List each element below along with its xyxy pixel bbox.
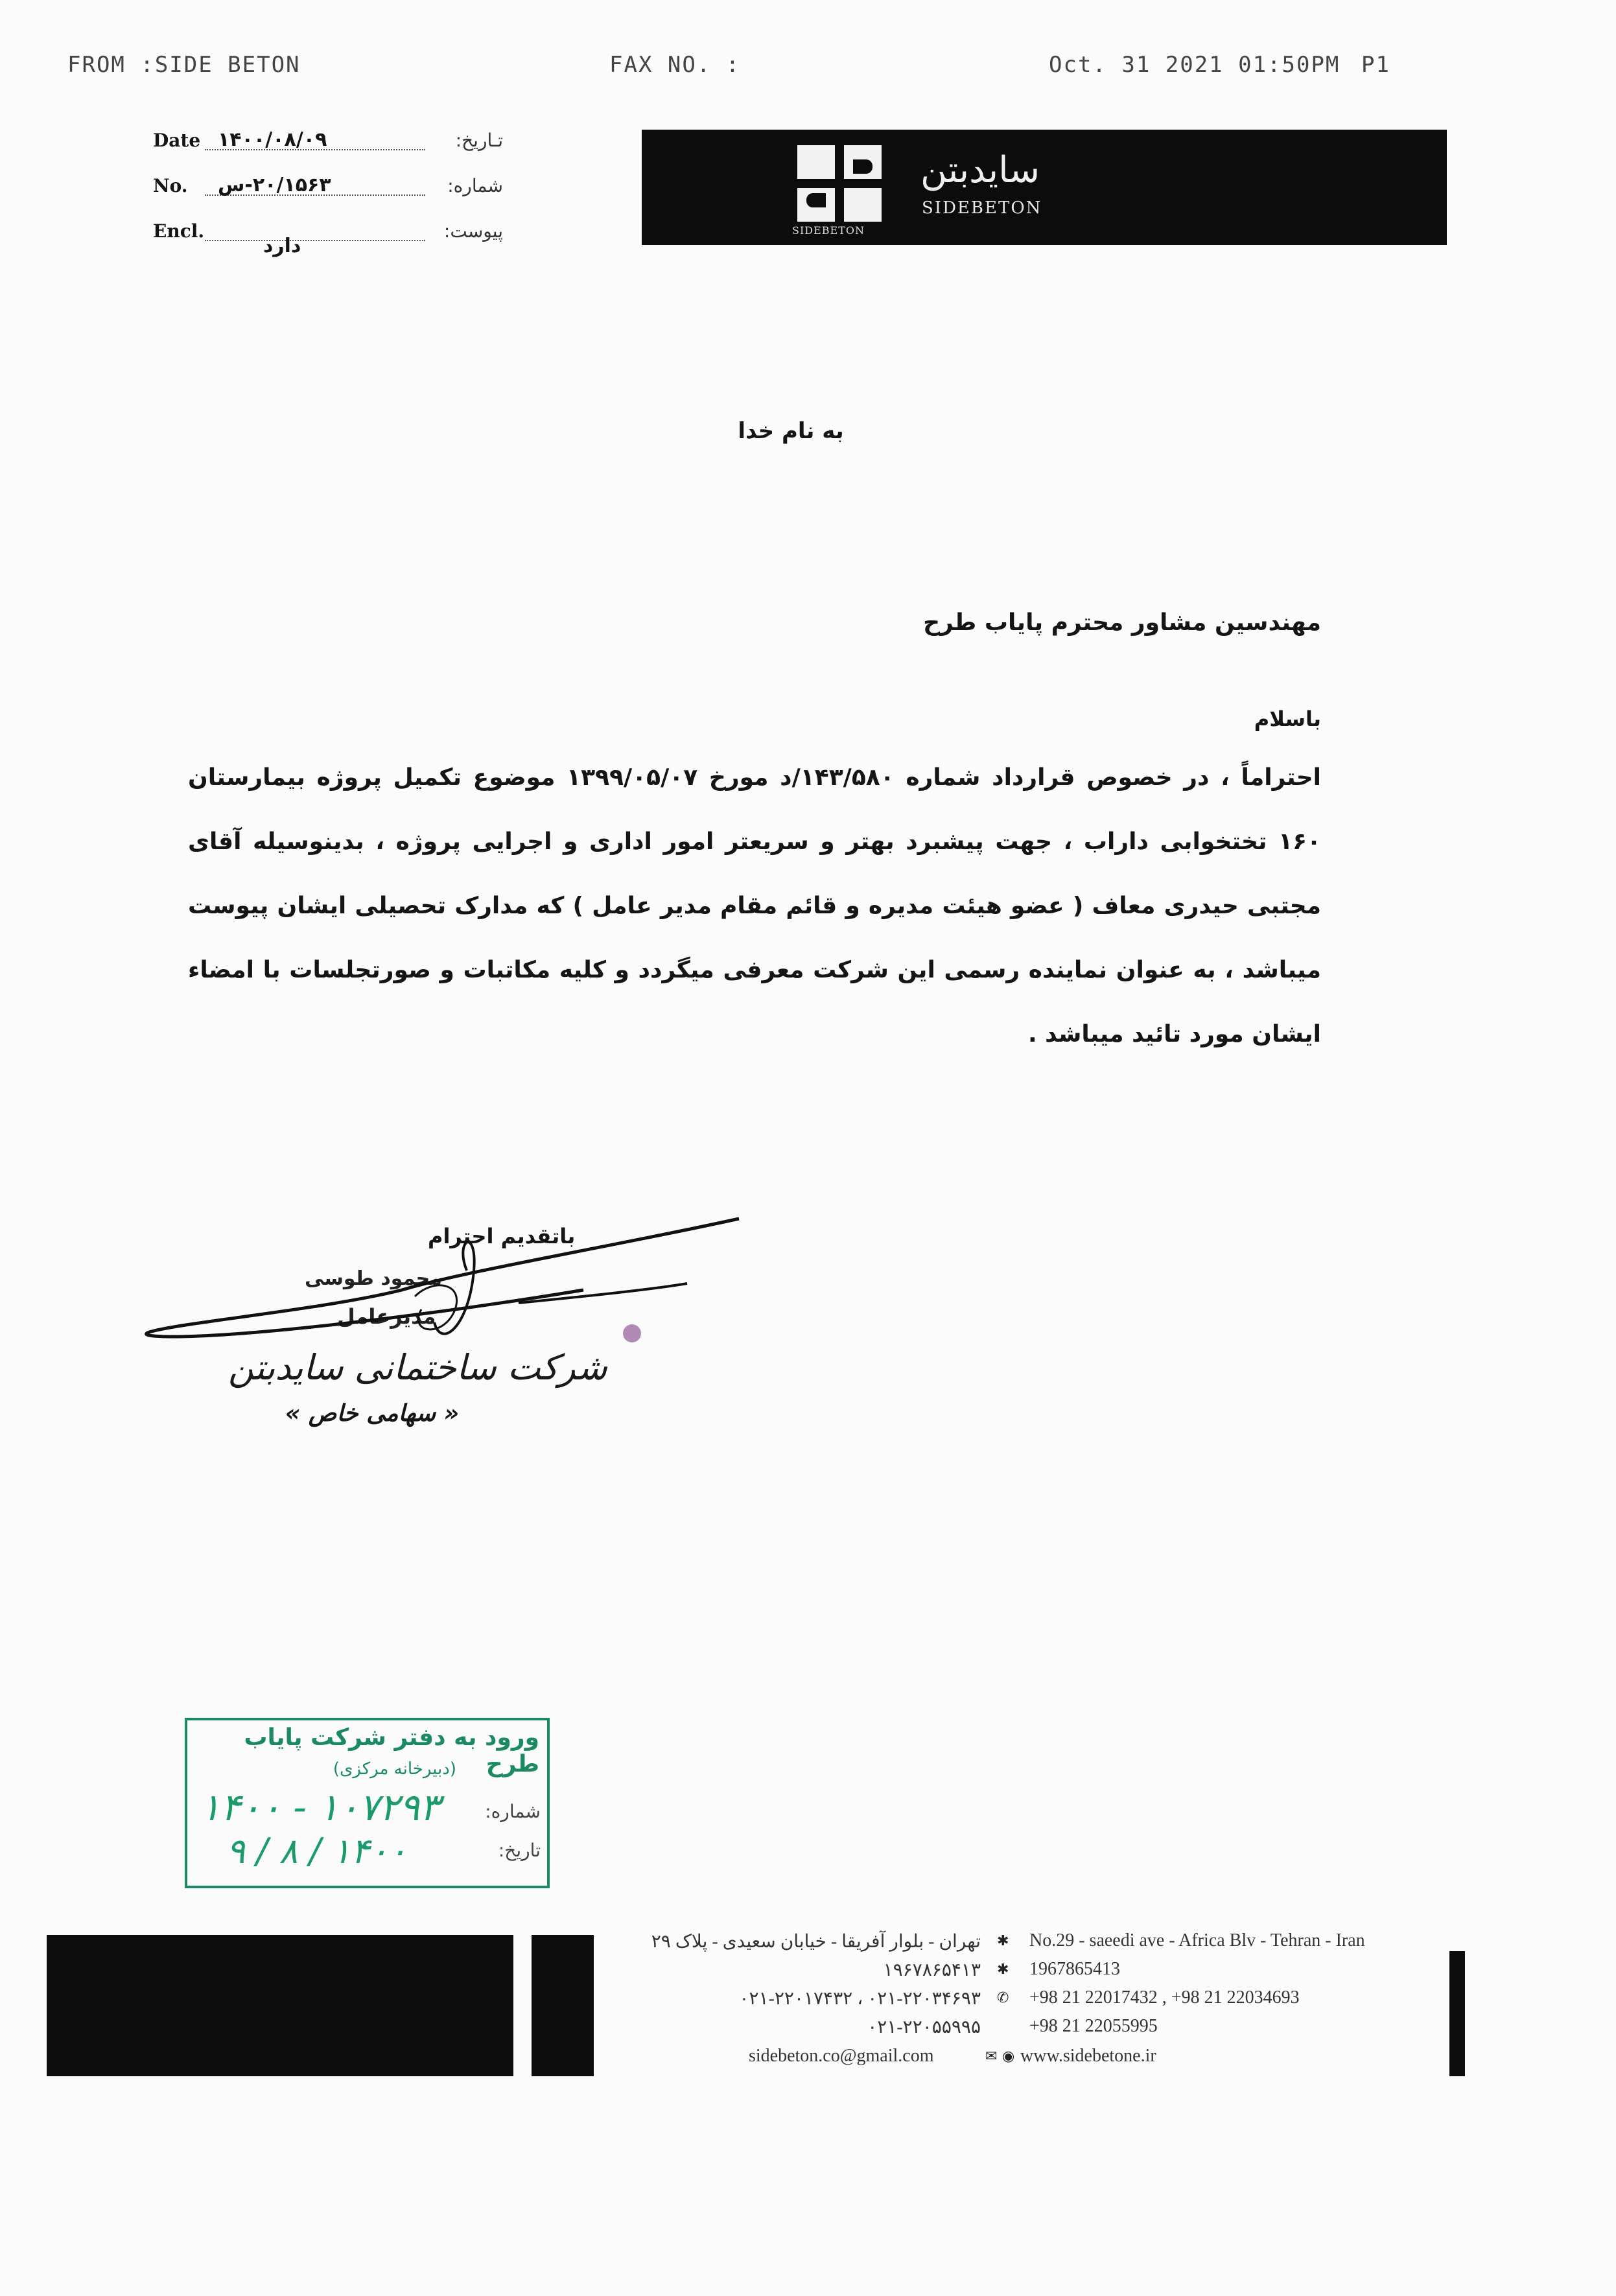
bismillah-heading: به نام خدا (738, 418, 844, 444)
signatory-name: محمود طوسی (305, 1267, 442, 1290)
email-icon: ✉ (985, 2048, 998, 2065)
company-logo-bar (642, 130, 1447, 245)
signatory-title: مدیرعامل (337, 1304, 436, 1329)
date-value: ۱۴۰۰/۰۸/۰۹ (218, 128, 327, 151)
enclosure-label-en: Encl. (153, 220, 205, 242)
number-label-en: No. (153, 175, 188, 196)
signature-company-seal: شرکت ساختمانی سایدبتن (228, 1347, 607, 1388)
stamp-date-value: ۱۴۰۰ / ۸ / ۹ (226, 1831, 408, 1871)
footer-fax-fa: ۰۲۱-۲۲۰۵۵۹۹۵ (867, 2017, 981, 2037)
stamp-date-label: تاریخ: (498, 1840, 541, 1861)
signature-company-type: « سهامی خاص » (285, 1400, 460, 1427)
company-name-fa: سایدبتن (920, 149, 1040, 191)
footer-code-en: 1967865413 (1029, 1959, 1120, 1979)
letter-addressee: مهندسین مشاور محترم پایاب طرح (923, 609, 1321, 636)
footer-phone-fa: ۰۲۱-۲۲۰۳۴۶۹۳ ، ۰۲۱-۲۲۰۱۷۴۳۲ (739, 1989, 981, 2009)
date-label-fa: تـاریخ: (455, 130, 503, 151)
number-label-fa: شماره: (447, 175, 503, 196)
postal-code-icon: ✱ (997, 1962, 1009, 1978)
phone-icon: ✆ (997, 1990, 1009, 2006)
handwritten-signature-icon (130, 1199, 752, 1394)
footer-phone-en: +98 21 22017432 , +98 21 22034693 (1029, 1987, 1300, 2008)
stamp-number-label: شماره: (485, 1801, 541, 1822)
enclosure-dotted-line (205, 240, 425, 241)
fax-page: P1 (1361, 52, 1390, 78)
enclosure-row (153, 220, 503, 259)
footer-address-fa: تهران - بلوار آفریقا - خیابان سعیدی - پلاک ۲۹ (651, 1932, 981, 1952)
footer-fax-en: +98 21 22055995 (1029, 2016, 1158, 2036)
enclosure-label-fa: پیوست: (443, 220, 503, 242)
date-label-en: Date (153, 130, 201, 151)
letter-salutation: باسلام (1254, 707, 1321, 731)
footer-black-block-mid (532, 1935, 594, 2076)
receipt-stamp (185, 1718, 550, 1888)
logo-caption: SIDEBETON (792, 224, 865, 237)
signature-closing: باتقدیم احترام (428, 1224, 576, 1248)
address-icon: ✱ (997, 1933, 1009, 1949)
footer-black-block-right (1449, 1951, 1465, 2076)
footer-website[interactable]: www.sidebetone.ir (1020, 2046, 1156, 2066)
number-row (153, 175, 503, 214)
date-row (153, 130, 503, 169)
letter-body: احتراماً ، در خصوص قرارداد شماره ۱۴۳/۵۸۰/د مورخ ۱۳۹۹/۰۵/۰۷ موضوع تکمیل پروژه بیمارستان ۱۶۰ تختخوابی داراب ، جهت پیشبرد بهتر و سریعتر امور اداری و اجرایی پروژه ، بدینوسیله آقای مجتبی حیدری معاف ( عضو هیئت مدیره و قائم مقام مدیر عامل ) که مدارک تحصیلی ایشان پیوست میباشد ، به عنوان نماینده رسمی این شرکت معرفی میگردد و کلیه مکاتبات و صورتجلسات با امضاء ایشان مورد تائید میباشد . (188, 764, 1321, 1048)
fax-datetime: Oct. 31 2021 01:50PM (1049, 52, 1341, 78)
footer-email[interactable]: sidebeton.co@gmail.com (749, 2046, 934, 2066)
stamp-subtitle: (دبیرخانه مرکزی) (333, 1759, 456, 1779)
fax-from: FROM :SIDE BETON (67, 52, 301, 78)
stamp-number-value: ۱۰۷۲۹۳ - ۱۴۰۰ (200, 1785, 440, 1829)
footer-address-en: No.29 - saeedi ave - Africa Blv - Tehran - Iran (1029, 1930, 1365, 1950)
enclosure-value: دارد (263, 235, 301, 257)
fax-number: FAX NO. : (609, 52, 741, 78)
footer-black-block-left (47, 1935, 513, 2076)
sidebeton-logo-icon (797, 145, 882, 222)
footer-code-fa: ۱۹۶۷۸۶۵۴۱۳ (883, 1960, 981, 1980)
company-name-en: SIDEBETON (922, 198, 1042, 218)
stamp-title: ورود به دفتر شرکت پایاب طرح (244, 1724, 539, 1777)
web-icon: ◉ (1002, 2048, 1015, 2065)
number-value: ۲۰/۱۵۶۳-س (218, 174, 331, 196)
